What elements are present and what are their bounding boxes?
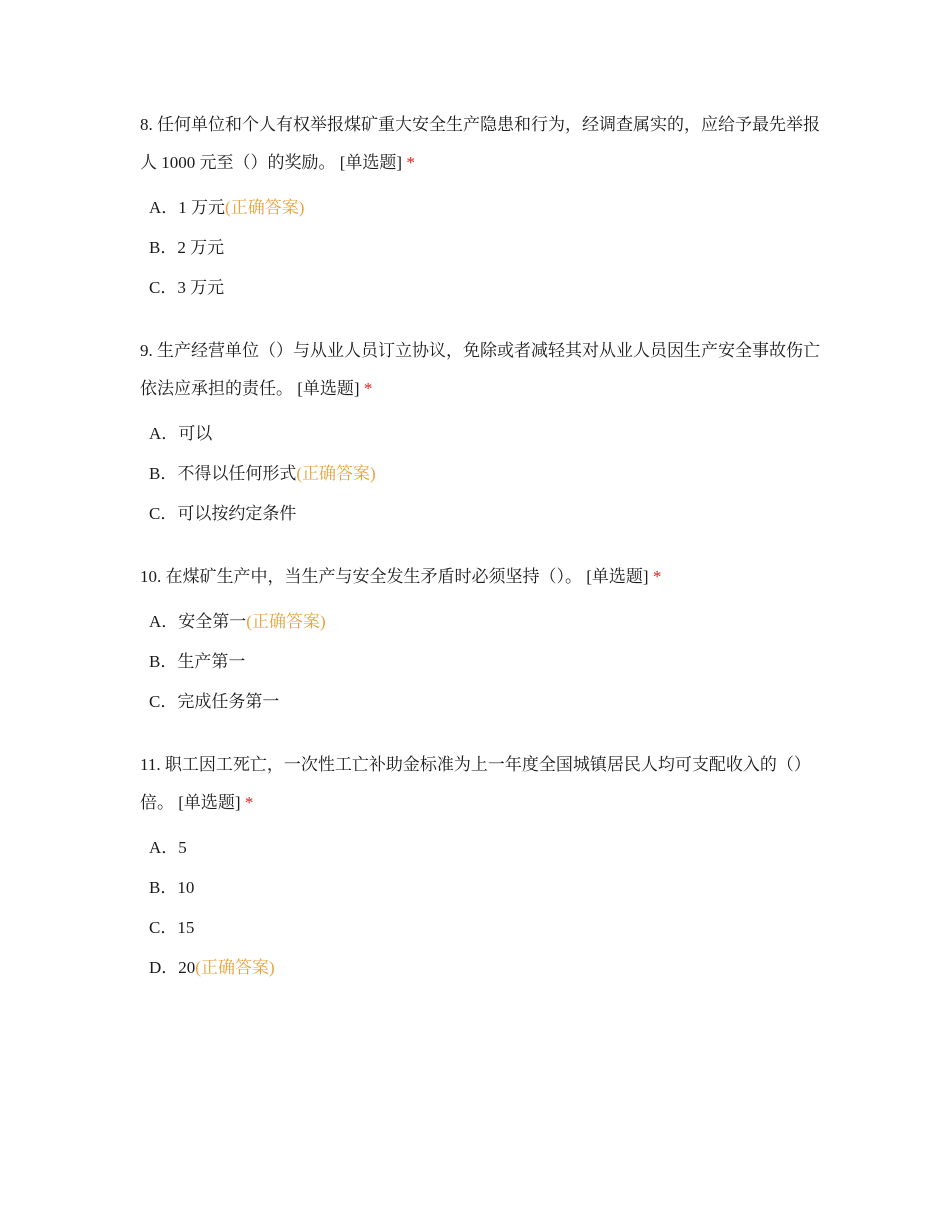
option-text: 15	[177, 918, 195, 937]
option-letter: B．	[149, 878, 178, 897]
option-letter: A．	[149, 424, 179, 443]
option-text: 可以	[178, 424, 213, 443]
question-number: 10.	[140, 567, 162, 586]
question-list	[140, 106, 820, 1012]
question-type-label: [单选题]	[339, 153, 403, 172]
option-item[interactable]	[140, 454, 820, 494]
option-text: 3 万元	[177, 278, 225, 297]
option-letter: B．	[149, 652, 178, 671]
question-title	[140, 558, 820, 596]
question-text: 任何单位和个人有权举报煤矿重大安全生产隐患和行为，经调查属实的，应给予最先举报人 1000 元至（）的奖励。	[140, 115, 820, 172]
option-text: 可以按约定条件	[177, 504, 297, 523]
question-type-label: [单选题]	[586, 567, 649, 586]
correct-answer-marker: (正确答案)	[296, 464, 376, 483]
option-text: 安全第一	[178, 612, 247, 631]
question-title	[140, 332, 820, 408]
question-number: 9.	[140, 341, 153, 360]
correct-answer-marker: (正确答案)	[195, 958, 275, 977]
option-text: 不得以任何形式	[177, 464, 297, 483]
option-letter: B．	[149, 238, 178, 257]
option-letter: A．	[149, 838, 179, 857]
correct-answer-marker: (正确答案)	[246, 612, 326, 631]
option-text: 2 万元	[177, 238, 225, 257]
option-letter: B．	[149, 464, 178, 483]
option-letter: C．	[149, 278, 178, 297]
option-item[interactable]	[140, 188, 820, 228]
option-item[interactable]	[140, 414, 820, 454]
option-item[interactable]	[140, 682, 820, 722]
option-text: 1 万元	[178, 198, 226, 217]
option-text: 生产第一	[177, 652, 246, 671]
required-mark: *	[244, 793, 254, 812]
question-item	[140, 106, 820, 308]
option-text: 20	[178, 958, 196, 977]
question-title	[140, 746, 820, 822]
option-letter: D．	[149, 958, 179, 977]
option-text: 完成任务第一	[177, 692, 280, 711]
question-item	[140, 332, 820, 534]
question-text: 职工因工死亡，一次性工亡补助金标准为上一年度全国城镇居民人均可支配收入的（）倍。	[140, 755, 811, 812]
option-text: 10	[177, 878, 195, 897]
question-number: 8.	[140, 115, 153, 134]
question-number: 11.	[140, 755, 161, 774]
option-item[interactable]	[140, 642, 820, 682]
question-item	[140, 746, 820, 988]
required-mark: *	[652, 567, 662, 586]
question-text: 生产经营单位（）与从业人员订立协议，免除或者减轻其对从业人员因生产安全事故伤亡依法应承担的责任。	[140, 341, 820, 398]
option-item[interactable]	[140, 268, 820, 308]
required-mark: *	[406, 153, 415, 172]
option-item[interactable]	[140, 828, 820, 868]
question-title	[140, 106, 820, 182]
option-letter: C．	[149, 918, 178, 937]
option-item[interactable]	[140, 602, 820, 642]
option-letter: A．	[149, 198, 179, 217]
option-letter: A．	[149, 612, 179, 631]
question-type-label: [单选题]	[178, 793, 241, 812]
option-item[interactable]	[140, 228, 820, 268]
question-text: 在煤矿生产中，当生产与安全发生矛盾时必须坚持（）。	[165, 567, 582, 586]
correct-answer-marker: (正确答案)	[225, 198, 305, 217]
option-item[interactable]	[140, 948, 820, 988]
option-item[interactable]	[140, 494, 820, 534]
question-item	[140, 558, 820, 722]
option-text: 5	[178, 838, 187, 857]
option-letter: C．	[149, 504, 178, 523]
option-letter: C．	[149, 692, 178, 711]
option-item[interactable]	[140, 908, 820, 948]
option-item[interactable]	[140, 868, 820, 908]
question-type-label: [单选题]	[297, 379, 360, 398]
required-mark: *	[363, 379, 373, 398]
